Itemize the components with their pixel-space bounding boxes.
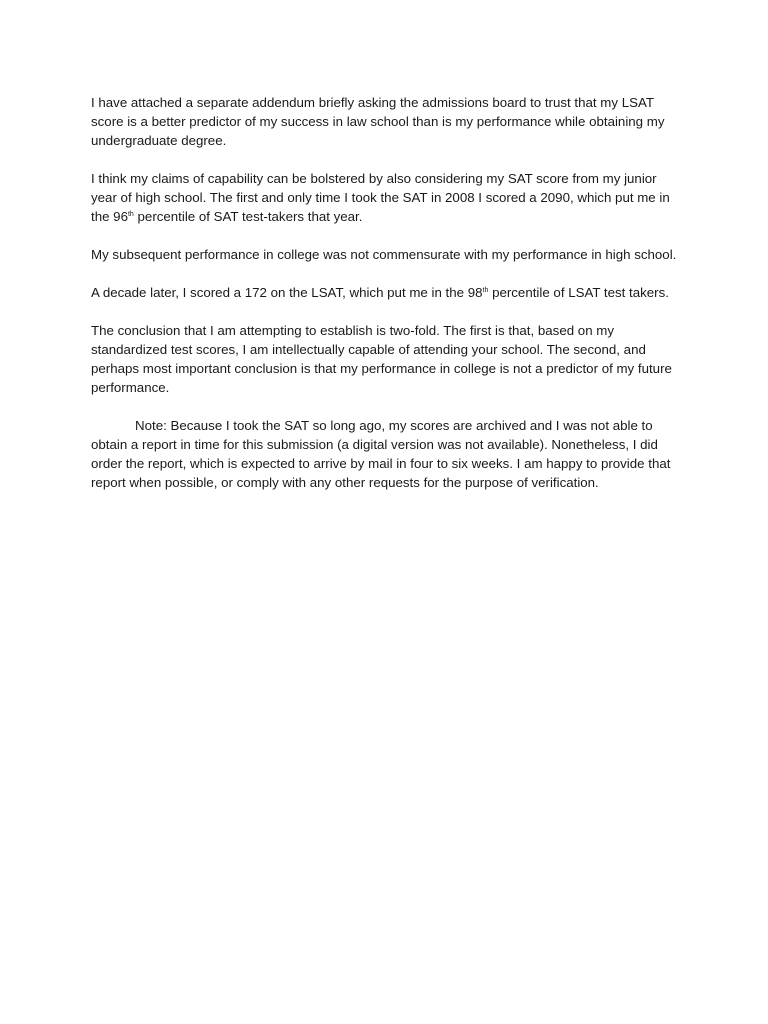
sat-text-after: percentile of SAT test-takers that year. bbox=[133, 209, 363, 224]
paragraph-sat-score bbox=[91, 169, 681, 226]
paragraph-addendum: I have attached a separate addendum briefly asking the admissions board to trust that my LSAT score is a better predictor of my success in law school than is my performance while obtaining my undergraduate degree. bbox=[91, 95, 665, 148]
lsat-text-after: percentile of LSAT test takers. bbox=[488, 285, 669, 300]
paragraph-note: Note: Because I took the SAT so long ago, my scores are archived and I was not able to obtain a report in time for this submission (a digital version was not available). Nonetheless, I did order the report, which is expected to arrive by mail in four to six weeks. I am happy to provide that report when possible, or comply with any other requests for the purpose of verification. bbox=[91, 418, 671, 490]
sat-text-before: I think my claims of capability can be bolstered by also considering my SAT score from my junior year of high school. The first and only time I took the SAT in 2008 I scored a 2090, which put me in the 96 bbox=[91, 171, 670, 224]
paragraph-lsat-score bbox=[91, 283, 681, 302]
lsat-text-before: A decade later, I scored a 172 on the LSAT, which put me in the 98 bbox=[91, 285, 483, 300]
lsat-ordinal-suffix: th bbox=[482, 287, 489, 294]
paragraph-college-performance: My subsequent performance in college was not commensurate with my performance in high school. bbox=[91, 247, 677, 262]
document-body bbox=[91, 93, 681, 511]
paragraph-conclusion: The conclusion that I am attempting to establish is two-fold. The first is that, based on my standardized test scores, I am intellectually capable of attending your school. The second, and perhaps most important conclusion is that my performance in college is not a predictor of my future performance. bbox=[91, 323, 672, 395]
sat-ordinal-suffix: th bbox=[127, 211, 134, 218]
